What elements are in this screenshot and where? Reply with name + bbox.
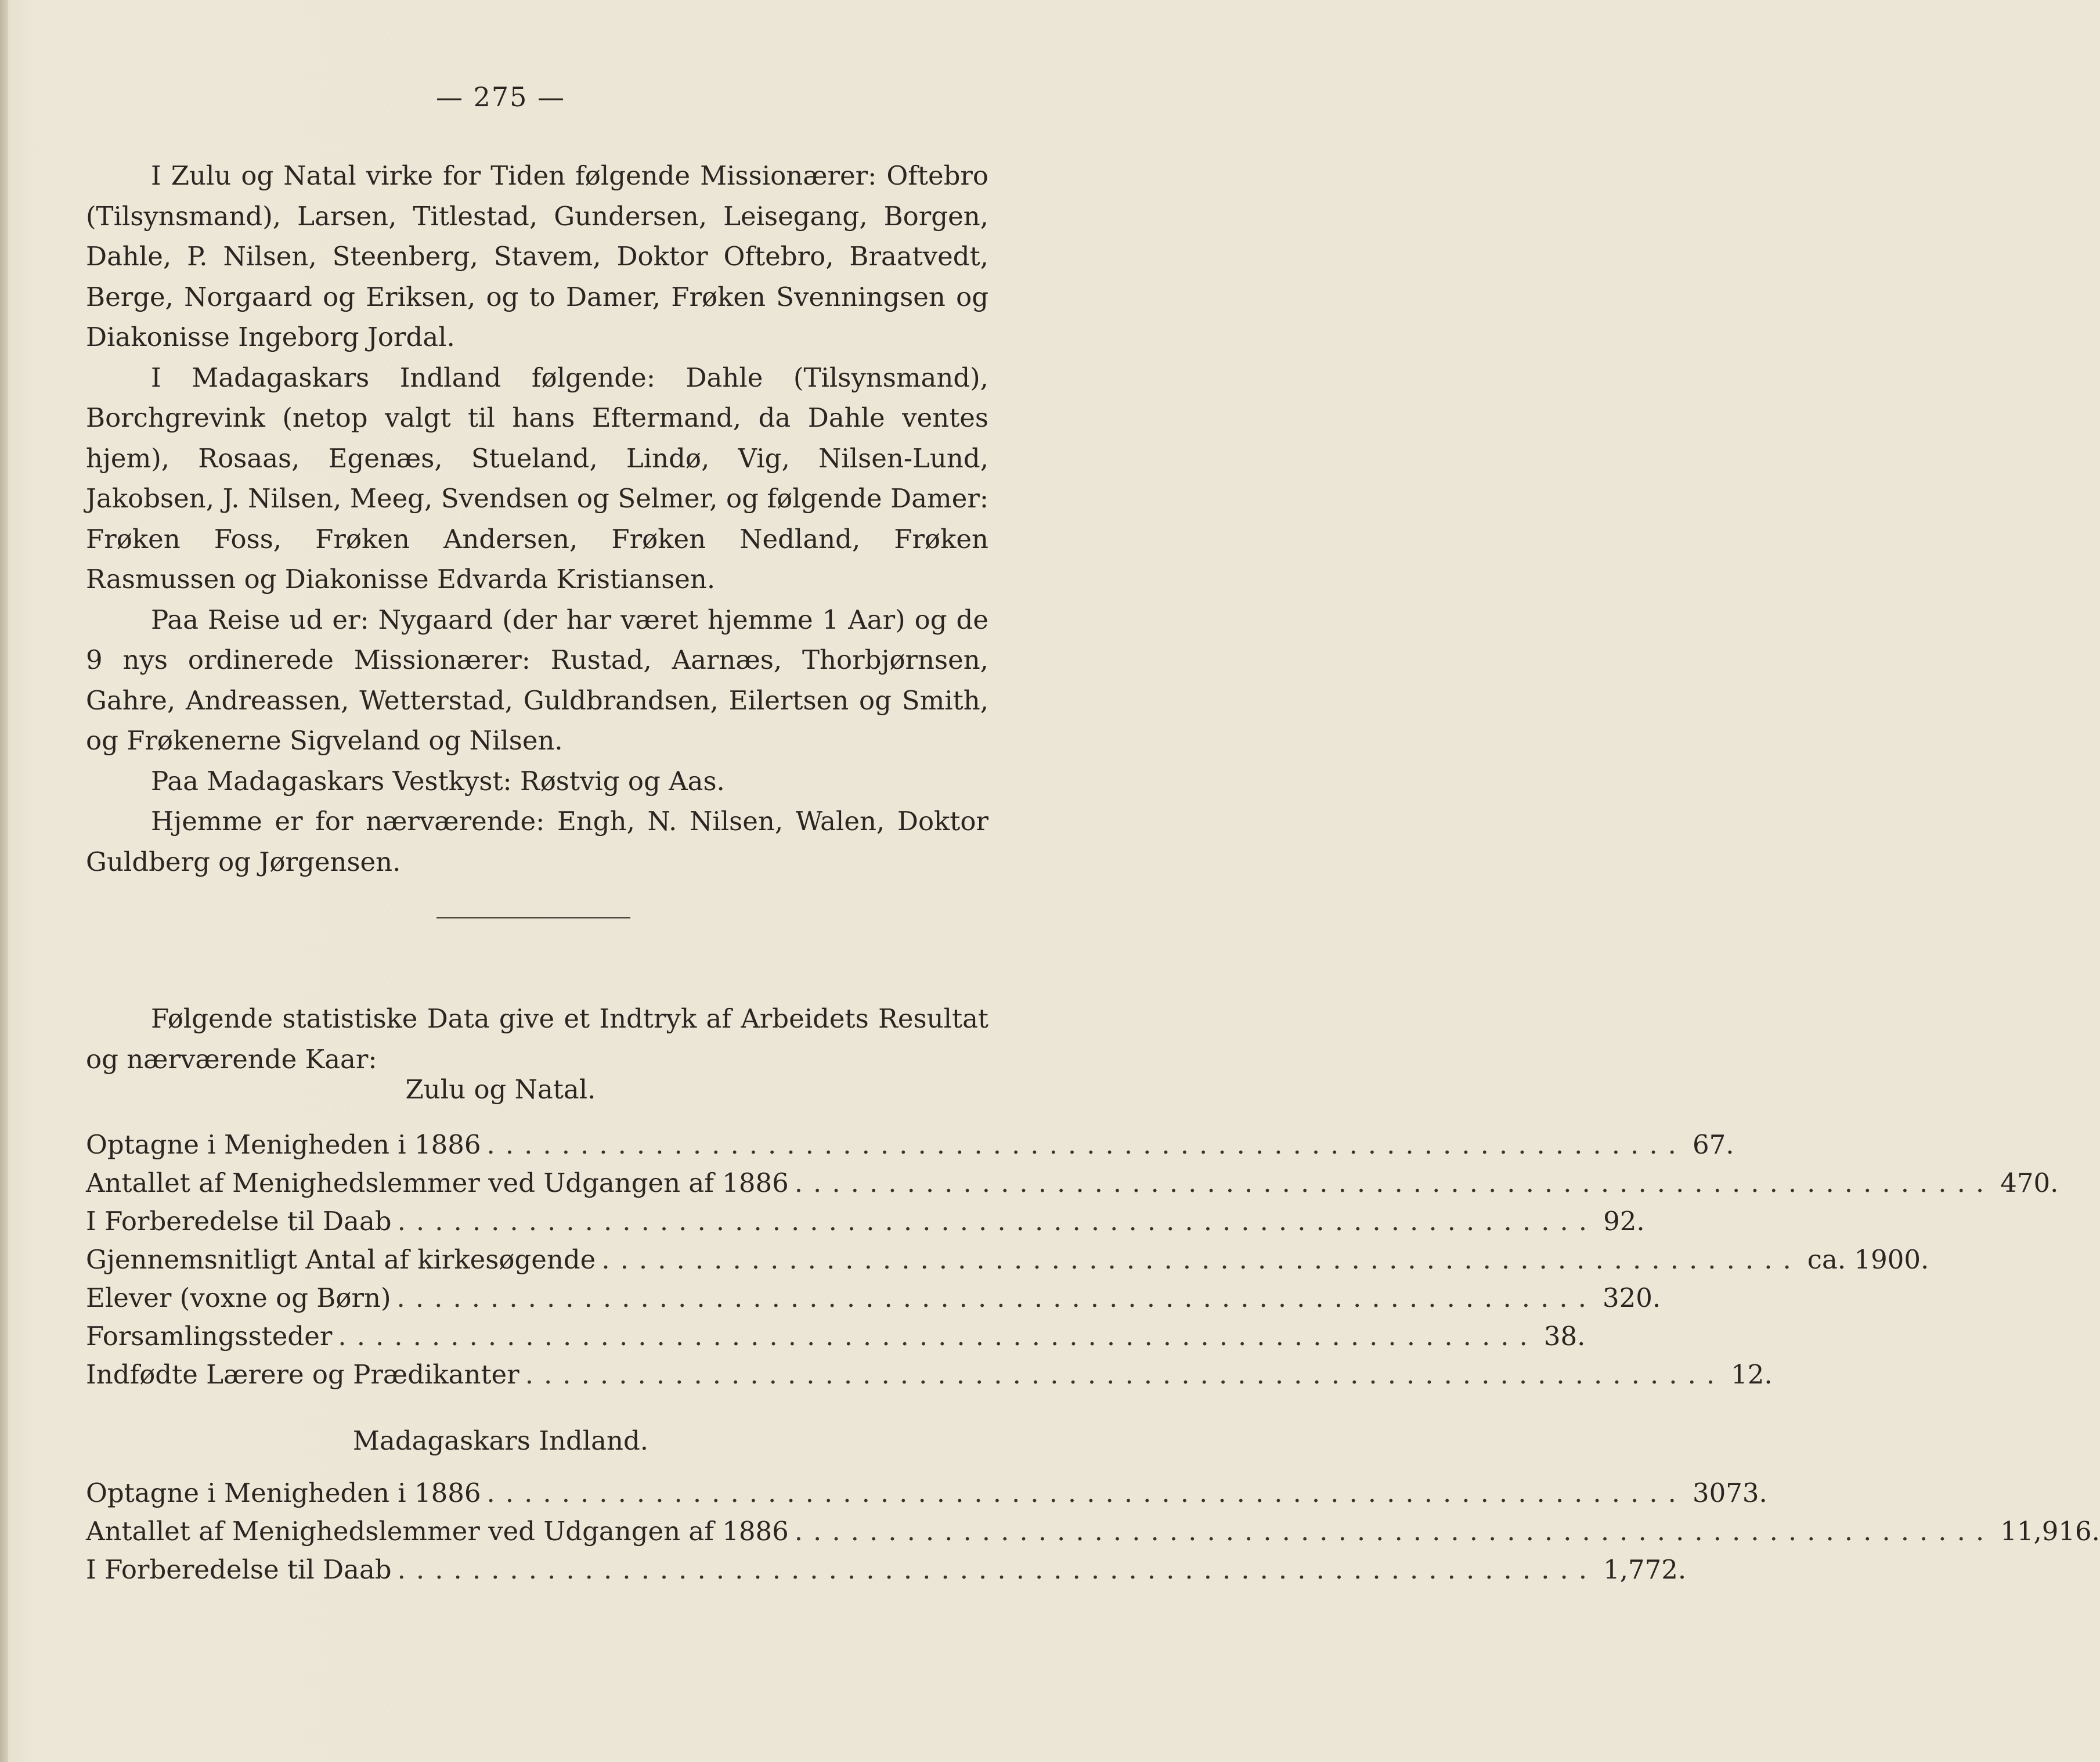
stats-value: 67. xyxy=(1692,1129,1734,1160)
leader-dots: ................................................................ xyxy=(486,1478,1687,1508)
stats-label: Gjennemsnitligt Antal af kirkesøgende xyxy=(86,1244,596,1275)
missionary-text xyxy=(86,156,988,882)
stats-row xyxy=(86,1554,1687,1592)
leader-dots: ................................................................ xyxy=(338,1321,1538,1352)
section-divider xyxy=(436,917,630,918)
leader-dots: ................................................................ xyxy=(794,1168,1995,1198)
paragraph-vestkyst: Paa Madagaskars Vestkyst: Røstvig og Aas. xyxy=(151,765,725,797)
stats-table-madagaskar xyxy=(86,1478,2100,1592)
stats-row xyxy=(86,1359,1773,1397)
stats-value: 3073. xyxy=(1692,1478,1767,1508)
leader-dots: ................................................................ xyxy=(601,1244,1802,1275)
stats-value: 38. xyxy=(1543,1321,1586,1352)
leader-dots: ................................................................ xyxy=(486,1129,1687,1160)
stats-label: Forsamlingssteder xyxy=(86,1321,333,1352)
stats-label: Antallet af Menighedslemmer ved Udgangen af 1886 xyxy=(86,1168,789,1198)
stats-row xyxy=(86,1321,1586,1359)
statistics-intro xyxy=(86,999,988,1080)
leader-dots: ................................................................ xyxy=(794,1516,1995,1547)
stats-row xyxy=(86,1282,1661,1321)
stats-value: 470. xyxy=(2000,1168,2059,1198)
statistics-intro-text: Følgende statistiske Data give et Indtryk af Arbeidets Resultat og nærværende Kaar: xyxy=(86,1003,988,1075)
stats-label: I Forberedelse til Daab xyxy=(86,1554,392,1585)
stats-table-zulu-natal xyxy=(86,1129,2059,1397)
stats-label: Optagne i Menigheden i 1886 xyxy=(86,1129,481,1160)
stats-value: ca. 1900. xyxy=(1807,1244,1929,1275)
leader-dots: ................................................................ xyxy=(397,1554,1598,1585)
stats-label: Elever (voxne og Børn) xyxy=(86,1282,391,1313)
paragraph-madagaskar-indland: I Madagaskars Indland følgende: Dahle (Tilsynsmand), Borchgrevink (netop valgt til hans Eftermand, da Dahle ventes hjem), Rosaas, Egenæs, Stueland, Lindø, Vig, Nilsen-Lund, Jakobsen, J. Nilsen, Meeg, Svendsen og Selmer, og følgende Damer: Frøken Foss, Frøken Andersen, Frøken Nedland, Frøken Rasmussen og Diakonisse Edvarda Kristiansen. xyxy=(86,362,988,594)
stats-label: I Forberedelse til Daab xyxy=(86,1206,392,1237)
leader-dots: ................................................................ xyxy=(396,1282,1597,1313)
stats-row xyxy=(86,1516,2100,1554)
stats-row xyxy=(86,1129,1734,1168)
stats-row xyxy=(86,1478,1767,1516)
stats-value: 92. xyxy=(1603,1206,1645,1237)
stats-value: 12. xyxy=(1731,1359,1773,1390)
stats-value: 320. xyxy=(1603,1282,1661,1313)
paragraph-zulu-natal: I Zulu og Natal virke for Tiden følgende Missionærer: Oftebro (Tilsynsmand), Larsen, Titlestad, Gundersen, Leisegang, Borgen, Dahle, P. Nilsen, Steenberg, Stavem, Doktor Oftebro, Braatvedt, Berge, Norgaard og Eriksen, og to Damer, Frøken Svenningsen og Diakonisse Ingeborg Jordal. xyxy=(86,160,988,352)
section-title-zulu-natal: Zulu og Natal. xyxy=(405,1074,596,1105)
page-spine-shadow xyxy=(0,0,8,1762)
stats-row xyxy=(86,1244,1929,1282)
stats-value: 1,772. xyxy=(1603,1554,1687,1585)
stats-row xyxy=(86,1206,1645,1244)
paragraph-hjemme: Hjemme er for nærværende: Engh, N. Nilsen, Walen, Doktor Guldberg og Jørgensen. xyxy=(86,806,988,877)
stats-label: Optagne i Menigheden i 1886 xyxy=(86,1478,481,1508)
section-title-madagaskar: Madagaskars Indland. xyxy=(352,1425,649,1456)
stats-label: Antallet af Menighedslemmer ved Udgangen af 1886 xyxy=(86,1516,789,1547)
page-number: — 275 — xyxy=(435,81,566,113)
leader-dots: ................................................................ xyxy=(525,1359,1726,1390)
stats-row xyxy=(86,1168,2059,1206)
stats-value: 11,916. xyxy=(2000,1516,2100,1547)
paragraph-paa-reise: Paa Reise ud er: Nygaard (der har været hjemme 1 Aar) og de 9 nys ordinerede Missionærer: Rustad, Aarnæs, Thorbjørnsen, Gahre, Andreassen, Wetterstad, Guldbrandsen, Eilertsen og Smith, og Frøkenerne Sigveland og Nilsen. xyxy=(86,604,988,756)
stats-label: Indfødte Lærere og Prædikanter xyxy=(86,1359,519,1390)
leader-dots: ................................................................ xyxy=(397,1206,1598,1237)
